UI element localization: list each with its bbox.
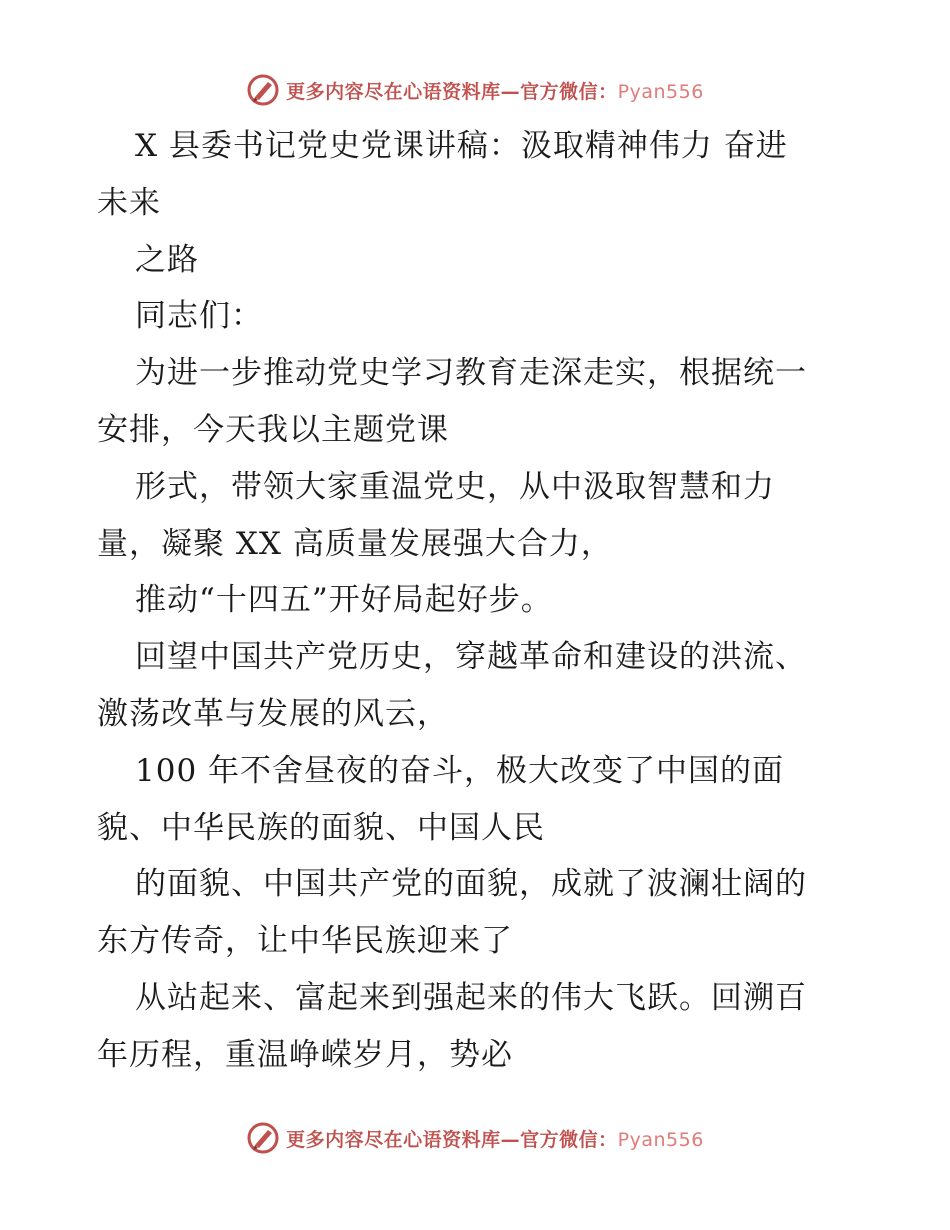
body-line: 为进一步推动党史学习教育走深走实，根据统一 xyxy=(135,355,807,392)
header-banner-handle: Pyan556 xyxy=(617,80,704,103)
footer-watermark-banner xyxy=(0,1118,950,1158)
title-line-1: X 县委书记党史党课讲稿：汲取精神伟力 奋进 xyxy=(135,128,788,164)
footer-banner-text: 更多内容尽在心语资料库—官方微信：Pyan556 xyxy=(286,1128,704,1151)
body-line: 貌、中华民族的面貌、中国人民 xyxy=(97,809,545,846)
body-line: 激荡改革与发展的风云， xyxy=(97,695,449,732)
body-line: 形式，带领大家重温党史，从中汲取智慧和力 xyxy=(135,468,775,505)
title-line-2: 未来 xyxy=(97,184,161,221)
body-line: 年历程，重温峥嵘岁月，势必 xyxy=(97,1036,513,1073)
header-banner-text: 更多内容尽在心语资料库—官方微信：Pyan556 xyxy=(286,80,704,103)
body-line: 推动“十四五”开好局起好步。 xyxy=(135,582,553,619)
salutation: 同志们： xyxy=(135,298,263,335)
body-line: 从站起来、富起来到强起来的伟大飞跃。回溯百 xyxy=(135,979,807,1016)
body-line: 回望中国共产党历史，穿越革命和建设的洪流、 xyxy=(135,639,807,676)
body-line: 的面貌、中国共产党的面貌，成就了波澜壮阔的 xyxy=(135,866,807,903)
body-line: 量，凝聚 XX 高质量发展强大合力， xyxy=(97,525,613,562)
title-line-3: 之路 xyxy=(135,241,199,278)
footer-banner-handle: Pyan556 xyxy=(617,1128,704,1151)
body-line: 100 年不舍昼夜的奋斗，极大改变了中国的面 xyxy=(135,752,785,789)
document-body xyxy=(97,118,857,1084)
body-line: 东方传奇，让中华民族迎来了 xyxy=(97,923,513,960)
header-watermark-banner xyxy=(0,70,950,110)
pen-logo-icon xyxy=(246,73,280,107)
pen-logo-icon xyxy=(246,1121,280,1155)
body-line: 安排，今天我以主题党课 xyxy=(97,411,449,448)
